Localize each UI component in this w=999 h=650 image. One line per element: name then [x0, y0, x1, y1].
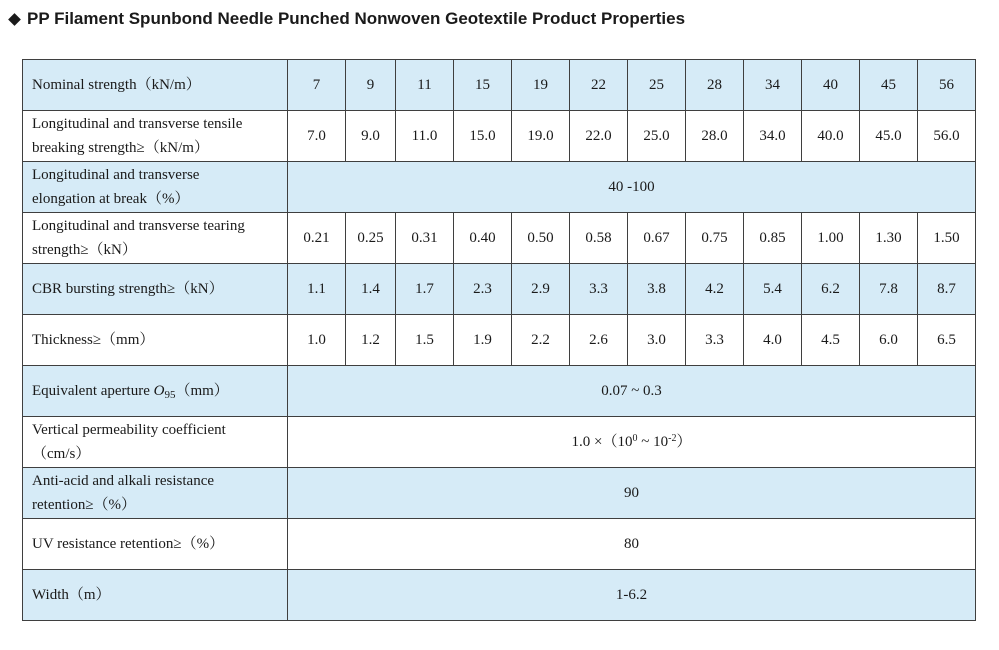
value-cell: 0.58	[570, 213, 628, 264]
value-cell: 56.0	[918, 111, 976, 162]
value-cell: 19.0	[512, 111, 570, 162]
value-text: 1.0 ×（10	[571, 434, 633, 450]
merged-value-cell: 80	[288, 519, 976, 570]
label-subscript: 95	[164, 389, 176, 401]
label-line: （cm/s）	[32, 446, 91, 462]
property-label	[23, 468, 288, 519]
value-cell: 0.50	[512, 213, 570, 264]
value-cell: 25.0	[628, 111, 686, 162]
property-row	[23, 315, 976, 366]
page-title: PP Filament Spunbond Needle Punched Nonwoven Geotextile Product Properties	[27, 9, 686, 28]
property-row	[23, 570, 976, 621]
label-line: retention≥（%）	[32, 497, 137, 513]
property-label	[23, 213, 288, 264]
label-line: Longitudinal and transverse tearing	[32, 218, 245, 234]
label-line: Anti-acid and alkali resistance	[32, 473, 215, 489]
property-row	[23, 213, 976, 264]
merged-value-cell: 90	[288, 468, 976, 519]
value-cell: 0.25	[346, 213, 396, 264]
merged-value-cell: 40 -100	[288, 162, 976, 213]
value-cell: 22	[570, 60, 628, 111]
property-label: Nominal strength（kN/m）	[23, 60, 288, 111]
value-cell: 1.9	[454, 315, 512, 366]
value-cell: 25	[628, 60, 686, 111]
value-cell: 1.2	[346, 315, 396, 366]
value-cell: 28.0	[686, 111, 744, 162]
property-label: CBR bursting strength≥（kN）	[23, 264, 288, 315]
label-line: Longitudinal and transverse tensile	[32, 116, 243, 132]
value-cell: 45.0	[860, 111, 918, 162]
property-row	[23, 111, 976, 162]
value-cell: 34	[744, 60, 802, 111]
value-cell: 7.8	[860, 264, 918, 315]
value-cell: 3.3	[686, 315, 744, 366]
property-row	[23, 468, 976, 519]
diamond-bullet-icon	[8, 13, 21, 26]
value-cell: 9	[346, 60, 396, 111]
properties-table	[22, 59, 976, 621]
value-cell: 40	[802, 60, 860, 111]
label-line: breaking strength≥（kN/m）	[32, 140, 209, 156]
property-label	[23, 366, 288, 417]
value-cell: 7	[288, 60, 346, 111]
value-exponent: -2	[668, 433, 677, 444]
label-line: strength≥（kN）	[32, 242, 137, 258]
value-cell: 11.0	[396, 111, 454, 162]
value-cell: 7.0	[288, 111, 346, 162]
value-cell: 3.8	[628, 264, 686, 315]
property-label	[23, 417, 288, 468]
property-label: UV resistance retention≥（%）	[23, 519, 288, 570]
value-cell: 2.2	[512, 315, 570, 366]
label-unit: （mm）	[175, 383, 229, 399]
value-cell: 0.21	[288, 213, 346, 264]
property-label: Width（m）	[23, 570, 288, 621]
value-cell: 0.75	[686, 213, 744, 264]
property-row	[23, 60, 976, 111]
value-cell: 40.0	[802, 111, 860, 162]
value-cell: 4.5	[802, 315, 860, 366]
value-cell: 1.5	[396, 315, 454, 366]
value-cell: 4.0	[744, 315, 802, 366]
label-variable: O	[153, 383, 165, 399]
value-text: ~ 10	[637, 434, 669, 450]
value-cell: 6.2	[802, 264, 860, 315]
value-cell: 1.00	[802, 213, 860, 264]
value-cell: 2.3	[454, 264, 512, 315]
value-cell: 9.0	[346, 111, 396, 162]
value-cell: 1.50	[918, 213, 976, 264]
value-cell: 3.0	[628, 315, 686, 366]
value-cell: 0.85	[744, 213, 802, 264]
value-cell: 45	[860, 60, 918, 111]
value-cell: 15.0	[454, 111, 512, 162]
value-cell: 6.0	[860, 315, 918, 366]
value-cell: 1.4	[346, 264, 396, 315]
value-cell: 2.9	[512, 264, 570, 315]
value-cell: 8.7	[918, 264, 976, 315]
value-cell: 56	[918, 60, 976, 111]
value-cell: 4.2	[686, 264, 744, 315]
merged-value-cell	[288, 417, 976, 468]
property-row	[23, 519, 976, 570]
value-cell: 3.3	[570, 264, 628, 315]
property-row	[23, 264, 976, 315]
value-cell: 2.6	[570, 315, 628, 366]
value-cell: 0.67	[628, 213, 686, 264]
value-text: ）	[676, 434, 692, 450]
merged-value-cell: 0.07 ~ 0.3	[288, 366, 976, 417]
page-heading	[6, 6, 685, 32]
value-cell: 19	[512, 60, 570, 111]
value-cell: 1.0	[288, 315, 346, 366]
value-cell: 22.0	[570, 111, 628, 162]
property-row	[23, 162, 976, 213]
merged-value-cell: 1-6.2	[288, 570, 976, 621]
property-row	[23, 417, 976, 468]
label-line: Vertical permeability coefficient	[32, 422, 226, 438]
value-cell: 6.5	[918, 315, 976, 366]
value-cell: 11	[396, 60, 454, 111]
value-cell: 5.4	[744, 264, 802, 315]
value-cell: 28	[686, 60, 744, 111]
value-cell: 1.1	[288, 264, 346, 315]
value-exponent: 0	[632, 433, 638, 444]
property-label	[23, 162, 288, 213]
label-line: elongation at break（%）	[32, 191, 190, 207]
value-cell: 34.0	[744, 111, 802, 162]
value-cell: 1.30	[860, 213, 918, 264]
label-line: Longitudinal and transverse	[32, 167, 200, 183]
label-text: Equivalent aperture	[32, 383, 154, 399]
value-cell: 15	[454, 60, 512, 111]
value-cell: 0.40	[454, 213, 512, 264]
property-row	[23, 366, 976, 417]
property-label: Thickness≥（mm）	[23, 315, 288, 366]
value-cell: 0.31	[396, 213, 454, 264]
property-label	[23, 111, 288, 162]
value-cell: 1.7	[396, 264, 454, 315]
